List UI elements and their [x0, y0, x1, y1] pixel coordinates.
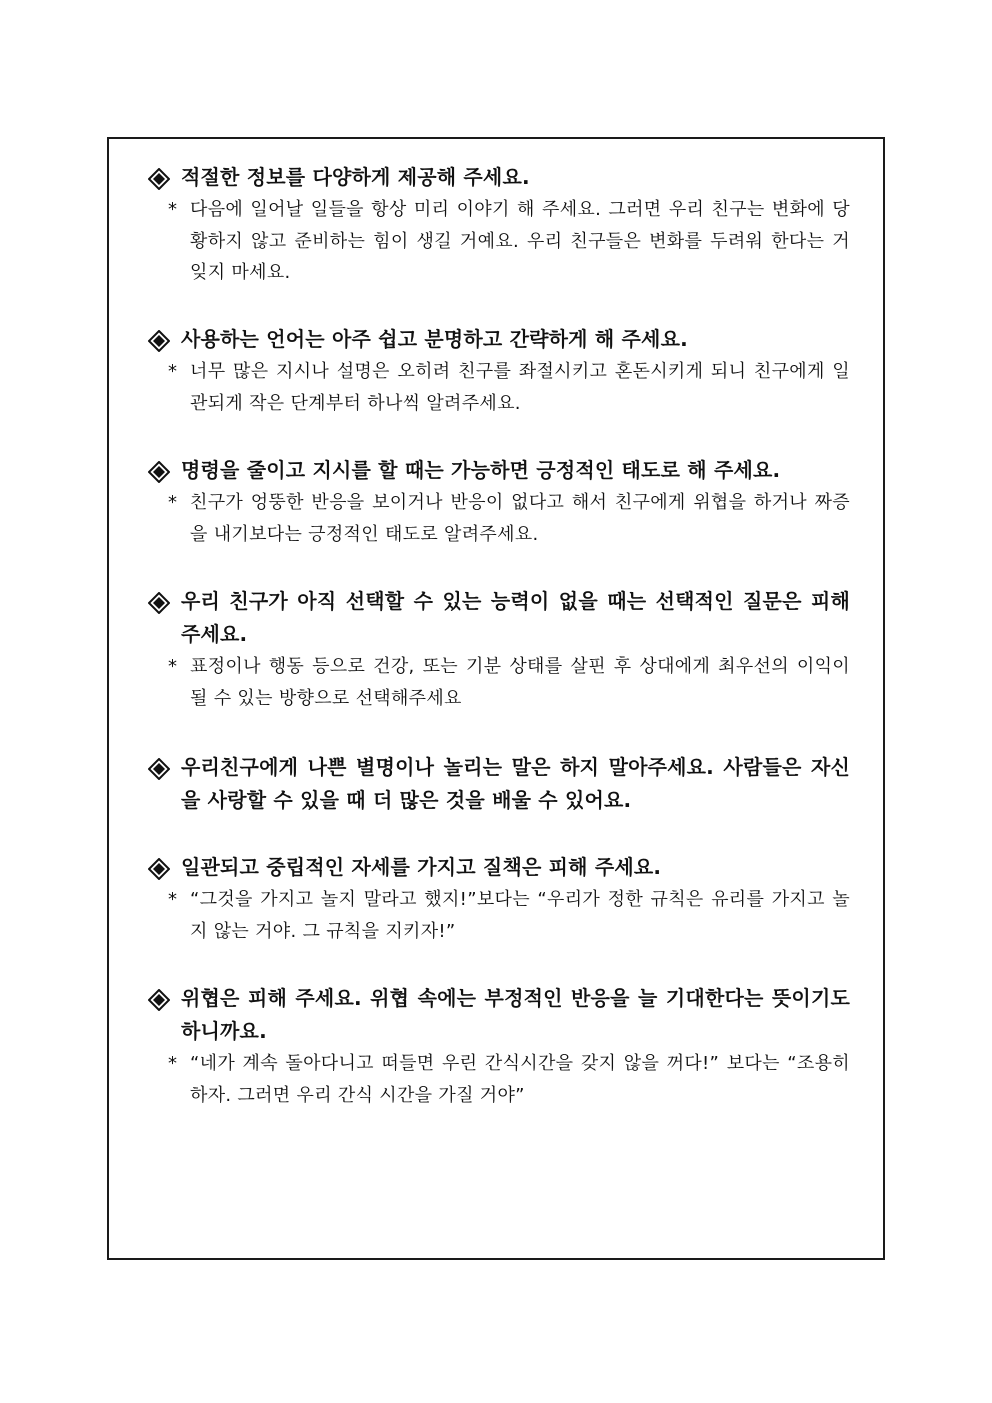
guideline-note-text: “네가 계속 돌아다니고 떠들면 우린 간식시간을 갖지 않을 꺼다!” 보다는 “조용히 하자. 그러면 우리 간식 시간을 가질 거야” — [190, 1053, 850, 1106]
guideline-heading — [148, 751, 850, 817]
guideline-heading — [148, 323, 850, 356]
diamond-bullet-icon — [148, 858, 170, 880]
guideline-heading — [148, 851, 850, 884]
guideline-heading-text: 위협은 피해 주세요. 위협 속에는 부정적인 반응을 늘 기대한다는 뜻이기도 하니까요. — [181, 986, 850, 1043]
guideline-note — [148, 194, 850, 289]
guideline-note — [148, 651, 850, 714]
guideline-note — [148, 356, 850, 419]
diamond-bullet-icon — [148, 168, 170, 190]
note-marker: * — [168, 492, 178, 513]
note-marker: * — [168, 889, 178, 910]
guideline-section — [148, 323, 850, 419]
guideline-heading-text: 명령을 줄이고 지시를 할 때는 가능하면 긍정적인 태도로 해 주세요. — [181, 458, 781, 482]
guideline-heading-text: 우리친구에게 나쁜 별명이나 놀리는 말은 하지 말아주세요. 사람들은 자신을 사랑할 수 있을 때 더 많은 것을 배울 수 있어요. — [181, 755, 850, 812]
diamond-bullet-icon — [148, 330, 170, 352]
guideline-section — [148, 454, 850, 550]
guideline-heading-text: 일관되고 중립적인 자세를 가지고 질책은 피해 주세요. — [181, 855, 662, 879]
guideline-note-text: 친구가 엉뚱한 반응을 보이거나 반응이 없다고 해서 친구에게 위협을 하거나 짜증을 내기보다는 긍정적인 태도로 알려주세요. — [190, 492, 850, 545]
note-marker: * — [168, 1053, 178, 1074]
note-marker: * — [168, 656, 178, 677]
diamond-bullet-icon — [148, 461, 170, 483]
guideline-heading-text: 우리 친구가 아직 선택할 수 있는 능력이 없을 때는 선택적인 질문은 피해 주세요. — [181, 589, 850, 646]
guideline-note-text: “그것을 가지고 놀지 말라고 했지!”보다는 “우리가 정한 규칙은 유리를 가지고 놀지 않는 거야. 그 규칙을 지키자!” — [190, 889, 850, 942]
guideline-heading — [148, 982, 850, 1048]
note-marker: * — [168, 361, 178, 382]
guideline-note-text: 너무 많은 지시나 설명은 오히려 친구를 좌절시키고 혼돈시키게 되니 친구에게 일관되게 작은 단계부터 하나씩 알려주세요. — [190, 361, 850, 414]
diamond-bullet-icon — [148, 758, 170, 780]
guideline-section — [148, 585, 850, 714]
guideline-heading — [148, 454, 850, 487]
guideline-section — [148, 751, 850, 817]
note-marker: * — [168, 199, 178, 220]
diamond-bullet-icon — [148, 989, 170, 1011]
guideline-note-text: 다음에 일어날 일들을 항상 미리 이야기 해 주세요. 그러면 우리 친구는 변화에 당황하지 않고 준비하는 힘이 생길 거예요. 우리 친구들은 변화를 두려워 한다는 거 잊지 마세요. — [190, 199, 850, 283]
guideline-note — [148, 1048, 850, 1111]
guideline-note — [148, 487, 850, 550]
guideline-heading — [148, 585, 850, 651]
guideline-section — [148, 851, 850, 947]
guideline-note — [148, 884, 850, 947]
guideline-section — [148, 982, 850, 1111]
guideline-heading — [148, 161, 850, 194]
guideline-section — [148, 161, 850, 289]
guideline-heading-text: 적절한 정보를 다양하게 제공해 주세요. — [181, 165, 530, 189]
diamond-bullet-icon — [148, 592, 170, 614]
guideline-note-text: 표정이나 행동 등으로 건강, 또는 기분 상태를 살핀 후 상대에게 최우선의 이익이 될 수 있는 방향으로 선택해주세요 — [190, 656, 850, 709]
guideline-heading-text: 사용하는 언어는 아주 쉽고 분명하고 간략하게 해 주세요. — [181, 327, 688, 351]
